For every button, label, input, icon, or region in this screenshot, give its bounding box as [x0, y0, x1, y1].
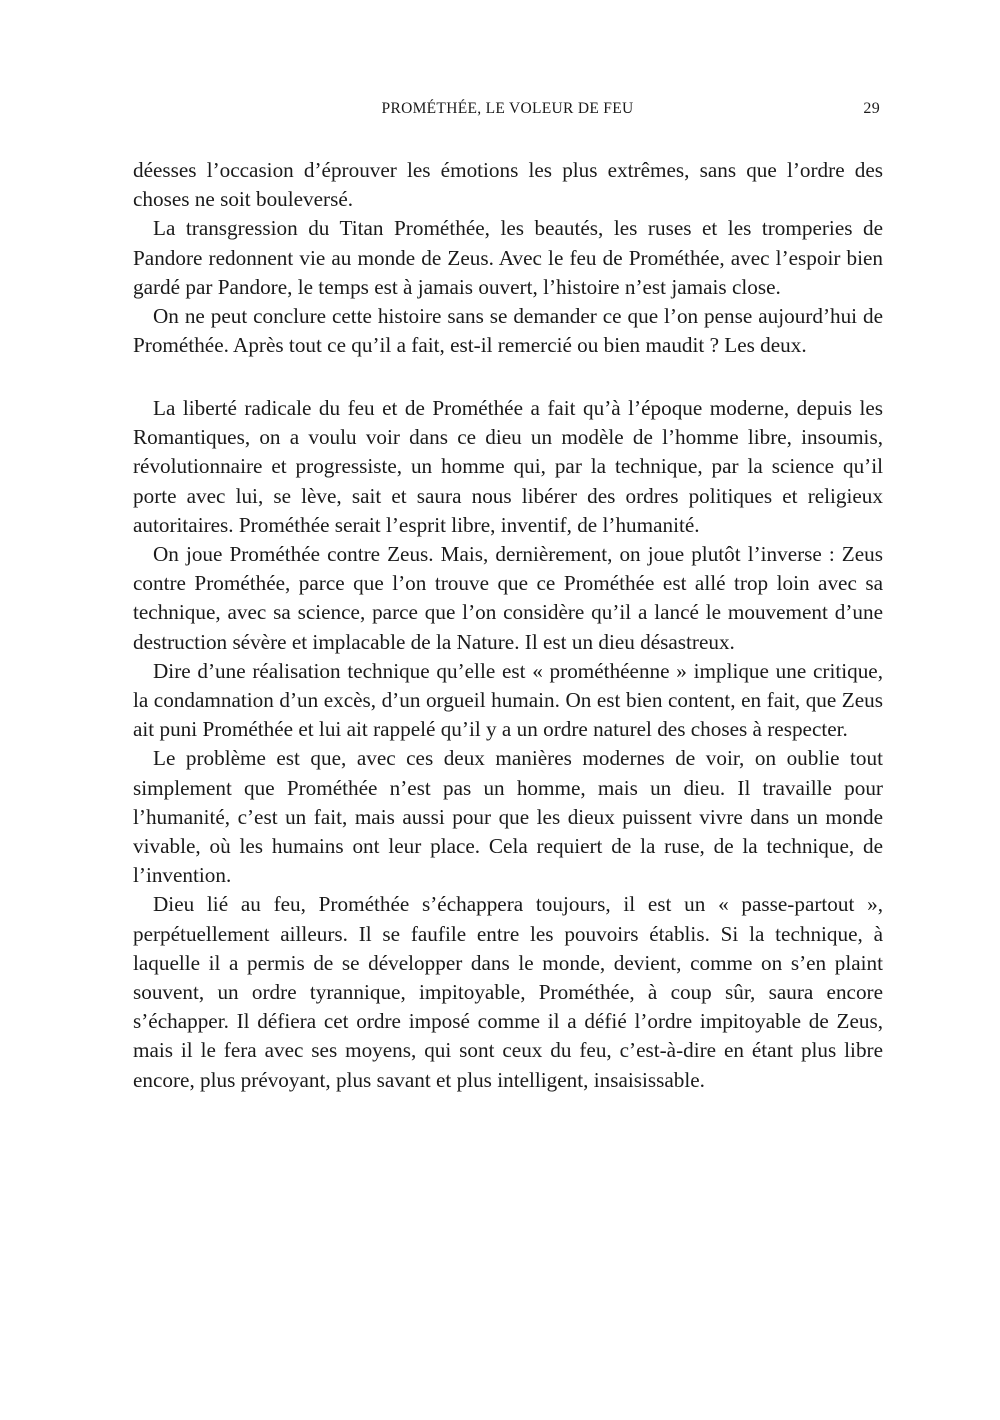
running-title: PROMÉTHÉE, LE VOLEUR DE FEU — [381, 100, 634, 117]
paragraph: Dieu lié au feu, Prométhée s’échappera toujours, il est un « passe-partout », perpétuellement ailleurs. Il se faufile entre les pouvoirs établis. Si la technique, à laquelle il a permis de se développer dans le monde, devient, comme on s’en plaint souvent, un ordre tyrannique, impitoyable, Prométhée, à coup sûr, saura encore s’échapper. Il défiera cet ordre imposé comme il a défié l’ordre impitoyable de Zeus, mais il le fera avec ses moyens, qui sont ceux du feu, c’est-à-dire en étant plus libre encore, plus prévoyant, plus savant et plus intelligent, insaisissable. — [133, 892, 883, 1092]
page-number: 29 — [863, 100, 880, 117]
body-section-2 — [133, 394, 883, 1095]
paragraph: On ne peut conclure cette histoire sans se demander ce que l’on pense aujourd’hui de Prométhée. Après tout ce qu’il a fait, est-il remercié ou bien maudit ? Les deux. — [133, 304, 883, 358]
body-section-1 — [133, 156, 883, 360]
paragraph: La liberté radicale du feu et de Prométhée a fait qu’à l’époque moderne, depuis les Romantiques, on a voulu voir dans ce dieu un modèle de l’homme libre, insoumis, révolutionnaire et progressiste, un homme qui, par la technique, par la science qu’il porte avec lui, se lève, sait et saura nous libérer des ordres politiques et religieux autoritaires. Prométhée serait l’esprit libre, inventif, de l’humanité. — [133, 396, 883, 537]
paragraph-continuation: déesses l’occasion d’éprouver les émotions les plus extrêmes, sans que l’ordre des choses ne soit bouleversé. — [133, 158, 883, 212]
paragraph: Dire d’une réalisation technique qu’elle est « prométhéenne » implique une critique, la condamnation d’un excès, d’un orgueil humain. On est bien content, en fait, que Zeus ait puni Prométhée et lui ait rappelé qu’il y a un ordre naturel des choses à respecter. — [133, 658, 883, 742]
paragraph: Le problème est que, avec ces deux manières modernes de voir, on oublie tout simplement que Prométhée n’est pas un homme, mais un dieu. Il travaille pour l’humanité, c’est un fait, mais aussi pour que les dieux puissent vivre dans un monde vivable, où les humains ont leur place. Cela requiert de la ruse, de la technique, de l’invention. — [133, 746, 883, 888]
running-header — [133, 100, 882, 124]
paragraph: On joue Prométhée contre Zeus. Mais, dernièrement, on joue plutôt l’inverse : Zeus contre Prométhée, parce que l’on trouve que ce Prométhée est allé trop loin avec sa technique, avec sa science, parce que l’on considère qu’il a lancé le mouvement d’une destruction sévère et implacable de la Nature. Il est un dieu désastreux. — [133, 542, 883, 654]
paragraph: La transgression du Titan Prométhée, les beautés, les ruses et les tromperies de Pandore redonnent vie au monde de Zeus. Avec le feu de Prométhée, avec l’espoir bien gardé par Pandore, le temps est à jamais ouvert, l’histoire n’est jamais close. — [133, 216, 883, 299]
